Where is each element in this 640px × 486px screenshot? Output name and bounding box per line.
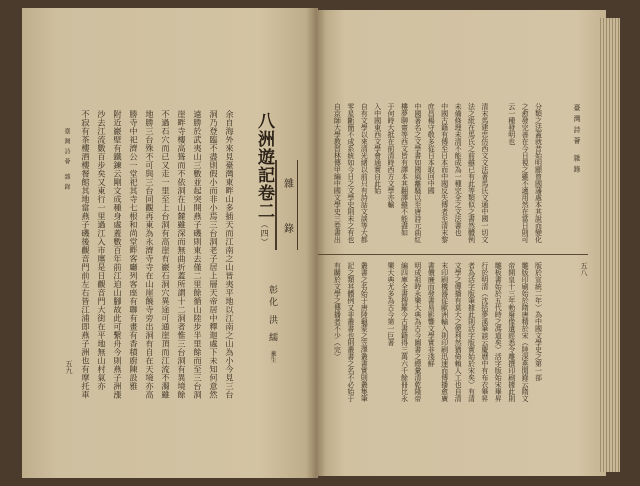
text-column: 零星斷簡不成系統如今日之文學史則未之有也	[346, 103, 355, 243]
text-column: 樂大典尤多為古今第一巨著	[387, 262, 396, 346]
text-column: 清末馬建忠仿西文文法著馬氏文通中國一切文	[480, 103, 489, 243]
text-column: 庶昌楊守敬多從日本取回中國	[427, 103, 436, 194]
text-column: 中國古籍有傳至日本而中國反失傳者至清末黎	[440, 103, 449, 243]
author-style-name: 棄生	[269, 350, 276, 363]
text-column: 編四庫全書搜羅今古書籍得三萬六千餘冊比永	[400, 262, 409, 402]
section-label-char: 雜	[281, 177, 293, 188]
text-column: 勝寺中祀濟公一堂祀其寺七根和尚堂畔客廳列客座有聯有畫有香積廚陳設雅	[129, 110, 139, 391]
text-column: 入中國東西文學會通實自此始	[373, 103, 382, 194]
text-column: 者為活字版筆據此則活字版實始於宋矣）有清	[467, 262, 476, 402]
text-column: 行於明清（沈括夢溪筆談云慶曆中有布衣畢昇	[480, 262, 489, 402]
text-column: 地勝三台殊不可與三台同觀再東為永濟寺寺在山崖饒寺旁出洞有自在天境亦高	[145, 110, 155, 399]
text-column: 版於宣統二年）為中國文學史之第一部	[534, 262, 543, 381]
text-column: 有關於文學之傳播者不少（完）	[333, 262, 342, 360]
text-column: 云一種發明也	[507, 103, 516, 145]
text-column	[370, 262, 383, 408]
text-column: 樓夢聊齋等西文皆有譯本其翻譯雖不能盡如	[400, 103, 409, 236]
text-column: 文學之傳播有莫大之便利然猶倚賴人工也自清	[454, 262, 463, 402]
left-page-number: 五九	[65, 360, 73, 374]
author-name: 彰化 洪 繻	[267, 285, 277, 345]
text-column: 明成祖時永樂大典為古今圖書之總彙清乾隆帝	[413, 262, 422, 402]
text-column: 分類之法蓋就昔始明顯曾國藩處本其說而變化	[534, 103, 543, 243]
title-number: （四）	[260, 220, 269, 247]
text-column: 洞乃登臨不盡則假小而非小焉三台洞老子居上層天帝居中釋迦處下未知何意然	[209, 110, 219, 399]
text-column: 中國著名之文學書如國風離騷以至唐詩元曲紅	[413, 103, 422, 243]
text-column: 沙去江流數百步矣又東行一里過江入市廛是日觀音門大街在平地無山村氣亦	[97, 110, 107, 391]
text-column: 記之類其體例又非叢書也則叢書之名不必始于	[346, 262, 355, 402]
right-lower-text	[330, 262, 545, 408]
author	[266, 285, 279, 363]
left-body-text	[78, 110, 238, 410]
page-edges	[598, 18, 620, 472]
text-column: 崖畔寺樓高聳而不依洞在山麓雖深而無曲折蓋所謂十二洞者惟三台洞有異境餘	[177, 110, 187, 399]
text-column: 于何時大抵在前清時西方文學亦輸	[387, 103, 396, 208]
text-column: 雕版印刷始於隋唐精於宋（陸深燕閒錄云隋文	[521, 262, 530, 402]
text-column: 叢書之名始于唐陸龜蒙之笠澤叢書實則叢集筆	[360, 262, 369, 402]
text-column: 書價廉而發書易影響文學實非淺鮮	[427, 262, 436, 367]
section-label-char: 錄	[281, 222, 293, 233]
right-header: 臺灣詩薈 雜錄	[573, 104, 581, 177]
left-footer: 臺灣詩薈 雜錄	[63, 128, 70, 194]
text-column: 未備條理未清不能成為一種完全之文法書也	[454, 103, 463, 236]
text-column	[491, 103, 504, 249]
text-column: 之愈發完善在今日視之雖不適用然在當日則可	[521, 103, 530, 243]
section-label	[275, 160, 298, 250]
text-column: 遠勝於武夷山三數並起突開燕子磯則東去僅二里餘循山陸步半里餘而至三台洞	[193, 110, 203, 399]
text-column: 不寂有茶樓酒樓餐館其地當燕子磯後觀音門前左右皆江浦即燕子洲也有摩托車	[81, 110, 91, 399]
text-column: 余自海外來見臺灣東畔山多插天而江南之山皆夷平地以江南之山為小今見三台	[225, 110, 235, 399]
divider	[318, 254, 588, 255]
text-column: 自京師大學教習林傳甲編中國文學史三卷書出	[333, 103, 342, 243]
text-column: 帝開皇十三年勅廢像遺經悉令雕撰印刷據此則	[507, 262, 516, 402]
right-page-number: 五八	[580, 262, 588, 276]
text-column: 附近巖壁有鐵鍊云剛文成種身處蓋數百年前江迫山腳故此可繫舟今則燕子洲漲	[113, 110, 123, 399]
right-upper-text	[330, 103, 545, 249]
text-column: 雕板書始於五代時之馮道矣）活字版始宋畢昇	[494, 262, 503, 402]
title-text: 八洲遊記卷二	[254, 112, 274, 220]
book-gutter	[306, 8, 326, 478]
text-column: 末印刷機器從歐洲輸入則印刷迅速而傳播愈廣	[440, 262, 449, 402]
text-column: 自有文學以來清光緒以前只有詩話文談等大都	[360, 103, 369, 243]
text-column: 不過石穴而已又走一里至上台洞有高崖有巖石洞穴異途可通崖頂而江流不濁雖	[161, 110, 171, 399]
article-title	[252, 112, 277, 247]
text-column: 法之紕在馬氏之前雖已有此等類似之書然體例	[467, 103, 476, 243]
